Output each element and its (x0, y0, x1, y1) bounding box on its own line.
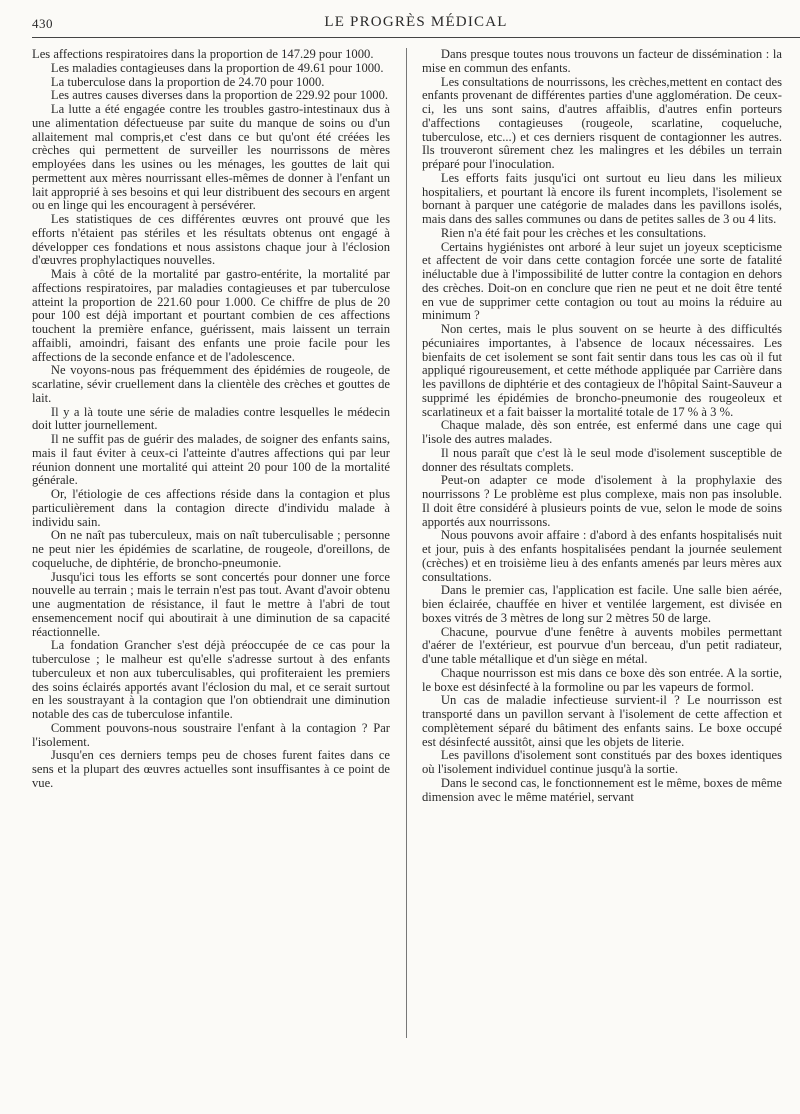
left-column (32, 48, 390, 791)
paragraph: Peut-on adapter ce mode d'isolement à la prophylaxie des nourrissons ? Le problème est plus complexe, mais non pas insoluble. Il doit être considéré à plusieurs points de vue, selon le mode de soins apportés aux nourrissons. (422, 473, 782, 529)
header-rule (32, 37, 800, 38)
paragraph: Les statistiques de ces différentes œuvres ont prouvé que les efforts n'étaient pas stériles et les résultats obtenus ont engagé à développer ces fondations et nous assistons chaque jour à l'éclosion d'œuvres prophylactiques nouvelles. (32, 212, 390, 268)
paragraph: Il nous paraît que c'est là le seul mode d'isolement susceptible de donner des résultats complets. (422, 445, 782, 474)
paragraph: Rien n'a été fait pour les crèches et les consultations. (440, 225, 707, 240)
paragraph: Dans presque toutes nous trouvons un facteur de dissémination : la mise en commun des enfants. (422, 47, 782, 75)
paragraph: Non certes, mais le plus souvent on se heurte à des difficultés pécuniaires importantes, à l'absence de locaux nécessaires. Les bienfaits de cet isolement se sont fait sentir dans tous les cas où il fut appliqué rigoureusement, et cette méthode appliquée par Carrière dans les pavillons de diphtérie et des contagieux de l'hôpital Saint-Sauveur a supprimé les épidémies de broncho-pneumonie des rougeoleux et scarlatineux et a fait baisser la mortalité totale de 17 % à 3 %. (422, 322, 782, 419)
paragraph: Jusqu'en ces derniers temps peu de choses furent faites dans ce sens et la plupart des œuvres actuelles sont insuffisantes à ce point de vue. (32, 748, 390, 790)
page-header (32, 14, 800, 34)
paragraph: Comment pouvons-nous soustraire l'enfant à la contagion ? Par l'isolement. (32, 720, 390, 749)
paragraph: Il y a là toute une série de maladies contre lesquelles le médecin doit lutter journellement. (32, 404, 390, 433)
paragraph: Certains hygiénistes ont arboré à leur sujet un joyeux scepticisme et affectent de voir dans cette contagion forcée une sorte de fatalité inéluctable due à l'impossibilité de lutter contre la contagion en dehors des crèches. Doit-on en conclure que rien ne peut et ne doit être tenté en vue de supprimer cette contagion ou tout au moins la réduire au minimum ? (422, 239, 782, 323)
column-divider (406, 48, 407, 1038)
paragraph: Chaque malade, dès son entrée, est enfermé dans une cage qui l'isole des autres malades. (422, 418, 782, 446)
paragraph: Les affections respiratoires dans la proportion de 147.29 pour 1000. (32, 47, 374, 61)
paragraph: On ne naît pas tuberculeux, mais on naît tuberculisable ; personne ne peut nier les épidémies de scarlatine, de rougeole, d'oreillons, de coqueluche, de diphtérie, de broncho-pneumonie. (32, 528, 390, 570)
running-title: LE PROGRÈS MÉDICAL (324, 14, 508, 30)
paragraph: Il ne suffit pas de guérir des malades, de soigner des enfants sains, mais il faut éviter à ceux-ci l'atteinte d'autres affections qui par leur réunion donnent une mortalité qui atteint 20 pour 100 de la mortalité générale. (32, 432, 390, 488)
paragraph: Les pavillons d'isolement sont constitués par des boxes identiques où l'isolement individuel continue jusqu'à la sortie. (422, 748, 782, 776)
paragraph: Les autres causes diverses dans la proportion de 229.92 pour 1000. (50, 88, 389, 103)
paragraph: Les efforts faits jusqu'ici ont surtout eu lieu dans les milieux hospitaliers, et pourtant là encore ils furent incomplets, l'isolement se bornant à parquer une catégorie de malades dans les pavillons isolés, mais dans des salles communes ou dans de petites salles de 3 ou 4 lits. (422, 170, 782, 226)
paragraph: La lutte a été engagée contre les troubles gastro-intestinaux dus à une alimentation défectueuse par suite du manque de soins ou d'un allaitement mal compris,et c'est dans ce but qu'ont été créées les crèches qui permettent de surveiller les nourrissons de mères employées dans les usines ou les ménages, les gouttes de lait qui permettent aux mères nourrissant elles-mêmes de donner à l'enfant un lait approprié à ses besoins et qui leur distribuent des secours en argent ou en linge qui les encouragent à persévérer. (32, 102, 390, 213)
right-column (422, 48, 782, 804)
paragraph: Jusqu'ici tous les efforts se sont concertés pour donner une force nouvelle au terrain ; mais le terrain n'est pas tout. Avant d'avoir obtenu une augmentation de résistance, il faut le mettre à l'abri de tout ensemencement nocif qui aboutirait à une diminution de sa capacité réactionnelle. (32, 569, 390, 639)
paragraph: Nous pouvons avoir affaire : d'abord à des enfants hospitalisés nuit et jour, puis à des enfants hospitalisées pendant la journée seulement (crèches) et en troisième lieu à des enfants amenés par leurs mères aux consultations. (422, 528, 782, 584)
paragraph: La tuberculose dans la proportion de 24.70 pour 1000. (50, 74, 325, 89)
page-number: 430 (32, 16, 53, 31)
paragraph: Les maladies contagieuses dans la proportion de 49.61 pour 1000. (50, 60, 384, 75)
paragraph: Mais à côté de la mortalité par gastro-entérite, la mortalité par affections respiratoires, par maladies contagieuses et par tuberculose atteint la proportion de 221.60 pour 1.000. Ce chiffre de plus de 20 pour 100 est déjà important et pourtant combien de ces affections touchent la première enfance, guérissent, mais laissent un terrain affaibli, amoindri, faisant des enfants une proie facile pour les affections de la seconde enfance et de l'adolescence. (32, 267, 390, 364)
paragraph: Or, l'étiologie de ces affections réside dans la contagion et plus particulièrement dans la contagion directe d'individu malade à individu sain. (32, 487, 390, 529)
paragraph: Dans le second cas, le fonctionnement est le même, boxes de même dimension avec le même matériel, servant (422, 775, 782, 804)
paragraph: Un cas de maladie infectieuse survient-il ? Le nourrisson est transporté dans un pavillon servant à l'isolement de cette affection et complètement séparé du bâtiment des enfants sains. Le boxe occupé est désinfecté aussitôt, ainsi que les objets de literie. (422, 693, 782, 749)
paragraph: Ne voyons-nous pas fréquemment des épidémies de rougeole, de scarlatine, sévir cruellement dans la clientèle des crèches et gouttes de lait. (32, 363, 390, 405)
paragraph: Les consultations de nourrissons, les crèches,mettent en contact des enfants provenant de différentes parties d'une agglomération. De ceux-ci, les uns sont sains, d'autres affaiblis, d'autres enfin porteurs d'affections contagieuses (rougeole, scarlatine, coqueluche, tuberculose, etc...) et ces derniers risquent de contagionner les autres. Ils trouveront sûrement chez les malingres et les débiles un terrain préparé pour l'inoculation. (422, 74, 782, 171)
paragraph: Dans le premier cas, l'application est facile. Une salle bien aérée, bien éclairée, chauffée en hiver et ventilée largement, est divisée en boxes vitrés de 3 mètres de long sur 2 mètres 50 de large. (422, 583, 782, 625)
paragraph: Chaque nourrisson est mis dans ce boxe dès son entrée. A la sortie, le boxe est désinfecté à la formoline ou par les vapeurs de formol. (422, 665, 782, 694)
paragraph: Chacune, pourvue d'une fenêtre à auvents mobiles permettant d'aérer de l'extérieur, est pourvue d'un berceau, d'un petit radiateur, d'une table métallique et d'un siège en métal. (422, 624, 782, 666)
paragraph: La fondation Grancher s'est déjà préoccupée de ce cas pour la tuberculose ; le malheur est qu'elle s'adresse surtout à des enfants tuberculeux et non aux tuberculisables, qui profiteraient les premiers des soins éclairés apportés avant l'éclosion du mal, et ce serait surtout en les soustrayant à la contagion que l'on obtiendrait une diminution notable des cas de tuberculose infantile. (32, 638, 390, 721)
